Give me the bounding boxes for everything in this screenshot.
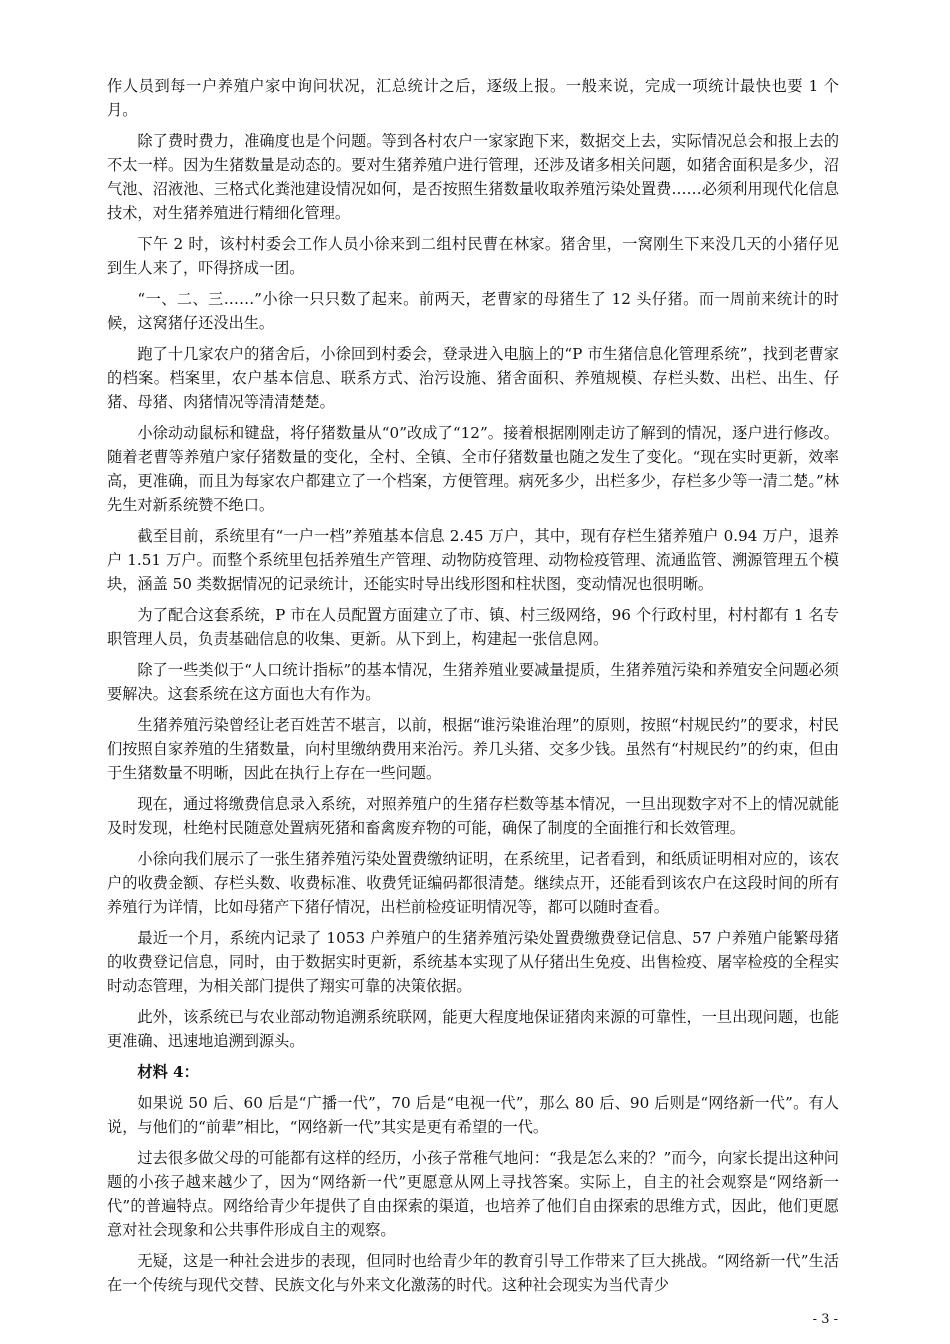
paragraph: 无疑，这是一种社会进步的表现，但同时也给青少年的教育引导工作带来了巨大挑战。“网络新一代”生活在一个传统与现代交替、民族文化与外来文化激荡的时代。这种社会现实为当代青少 bbox=[107, 1252, 839, 1294]
paragraph: 除了费时费力，准确度也是个问题。等到各村农户一家家跑下来，数据交上去，实际情况总会和报上去的不太一样。因为生猪数量是动态的。要对生猪养殖户进行管理，还涉及诸多相关问题，如猪舍面积是多少，沼气池、沼液池、三格式化粪池建设情况如何，是否按照生猪数量收取养殖污染处置费……必须利用现代化信息技术，对生猪养殖进行精细化管理。 bbox=[107, 132, 839, 222]
page-number: - 3 - bbox=[812, 1312, 838, 1327]
paragraph: 如果说 50 后、60 后是“广播一代”，70 后是“电视一代”，那么 80 后、90 后则是“网络新一代”。有人说，与他们的“前辈”相比，“网络新一代”其实是更有希望的一代。 bbox=[107, 1094, 839, 1136]
paragraph: 截至目前，系统里有“一户一档”养殖基本信息 2.45 万户，其中，现有存栏生猪养殖户 0.94 万户，退养户 1.51 万户。而整个系统里包括养殖生产管理、动物防疫管理、动物检疫管理、流通监管、溯源管理五个模块，涵盖 50 类数据情况的记录统计，还能实时导出线形图和柱状图，变动情况也很明晰。 bbox=[107, 527, 839, 593]
paragraph: “一、二、三……”小徐一只只数了起来。前两天，老曹家的母猪生了 12 头仔猪。而一周前来统计的时候，这窝猪仔还没出生。 bbox=[107, 290, 839, 332]
paragraph: 跑了十几家农户的猪舍后，小徐回到村委会，登录进入电脑上的“P 市生猪信息化管理系统”，找到老曹家的档案。档案里，农户基本信息、联系方式、治污设施、猪舍面积、养殖规模、存栏头数、出栏、出生、仔猪、母猪、肉猪情况等清清楚楚。 bbox=[107, 345, 839, 411]
paragraph: 除了一些类似于“人口统计指标”的基本情况，生猪养殖业要减量提质，生猪养殖污染和养殖安全问题必须要解决。这套系统在这方面也大有作为。 bbox=[107, 661, 839, 703]
paragraph: 小徐动动鼠标和键盘，将仔猪数量从“0”改成了“12”。接着根据刚刚走访了解到的情况，逐户进行修改。随着老曹等养殖户家仔猪数量的变化，全村、全镇、全市仔猪数量也随之发生了变化。“现在实时更新，效率高，更准确，而且为每家农户都建立了一个档案，方便管理。病死多少，出栏多少，存栏多少等一清二楚。”林先生对新系统赞不绝口。 bbox=[107, 424, 839, 514]
section-heading: 材料 4： bbox=[137, 1063, 199, 1081]
paragraph: 此外，该系统已与农业部动物追溯系统联网，能更大程度地保证猪肉来源的可靠性，一旦出现问题，也能更准确、迅速地追溯到源头。 bbox=[107, 1008, 839, 1050]
paragraph: 为了配合这套系统，P 市在人员配置方面建立了市、镇、村三级网络，96 个行政村里，村村都有 1 名专职管理人员，负责基础信息的收集、更新。从下到上，构建起一张信息网。 bbox=[107, 606, 839, 648]
document-body bbox=[107, 74, 839, 1304]
paragraph: 下午 2 时，该村村委会工作人员小徐来到二组村民曹在林家。猪舍里，一窝刚生下来没几天的小猪仔见到生人来了，吓得挤成一团。 bbox=[107, 235, 839, 277]
paragraph: 最近一个月，系统内记录了 1053 户养殖户的生猪养殖污染处置费缴费登记信息、57 户养殖户能繁母猪的收费登记信息，同时，由于数据实时更新，系统基本实现了从仔猪出生免疫、出售检疫、屠宰检疫的全程实时动态管理，为相关部门提供了翔实可靠的决策依据。 bbox=[107, 929, 839, 995]
paragraph: 现在，通过将缴费信息录入系统，对照养殖户的生猪存栏数等基本情况，一旦出现数字对不上的情况就能及时发现，杜绝村民随意处置病死猪和畜禽废弃物的可能，确保了制度的全面推行和长效管理。 bbox=[107, 795, 839, 837]
paragraph: 过去很多做父母的可能都有这样的经历，小孩子常稚气地问：“我是怎么来的？”而今，向家长提出这种问题的小孩子越来越少了，因为“网络新一代”更愿意从网上寻找答案。实际上，自主的社会观察是“网络新一代”的普遍特点。网络给青少年提供了自由探索的渠道，也培养了他们自由探索的思维方式，因此，他们更愿意对社会现象和公共事件形成自主的观察。 bbox=[107, 1149, 839, 1239]
paragraph: 小徐向我们展示了一张生猪养殖污染处置费缴纳证明，在系统里，记者看到，和纸质证明相对应的，该农户的收费金额、存栏头数、收费标准、收费凭证编码都很清楚。继续点开，还能看到该农户在这段时间的所有养殖行为详情，比如母猪产下猪仔情况，出栏前检疫证明情况等，都可以随时查看。 bbox=[107, 850, 839, 916]
paragraph-continued: 作人员到每一户养殖户家中询问状况，汇总统计之后，逐级上报。一般来说，完成一项统计最快也要 1 个月。 bbox=[107, 77, 839, 119]
paragraph: 生猪养殖污染曾经让老百姓苦不堪言，以前，根据“谁污染谁治理”的原则，按照“村规民约”的要求，村民们按照自家养殖的生猪数量，向村里缴纳费用来治污。养几头猪、交多少钱。虽然有“村规民约”的约束，但由于生猪数量不明晰，因此在执行上存在一些问题。 bbox=[107, 716, 839, 782]
